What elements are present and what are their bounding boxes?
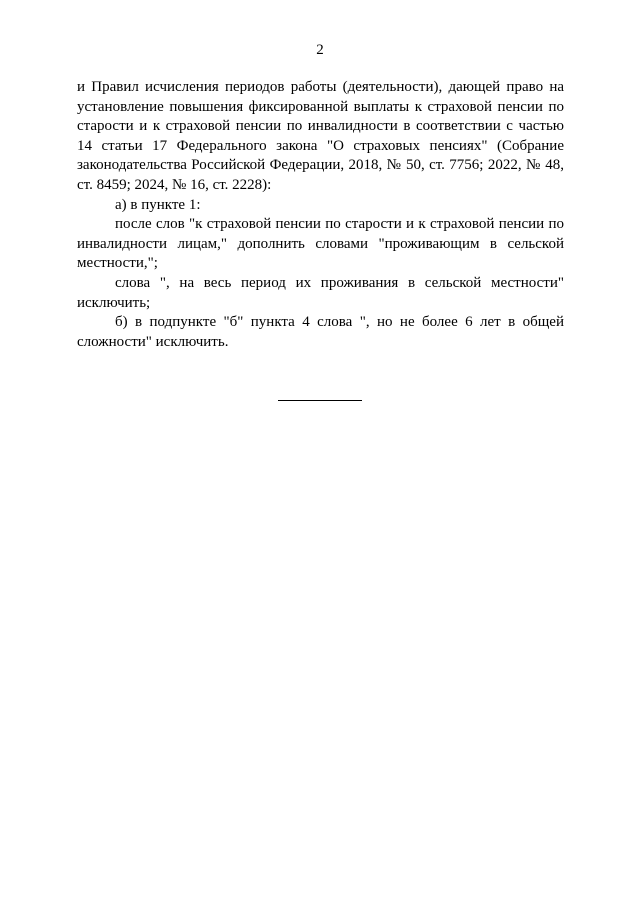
document-body [77,78,564,352]
end-divider-line [278,400,362,401]
paragraph-intro: и Правил исчисления периодов работы (деятельности), дающей право на установление повышения фиксированной выплаты к страховой пенсии по старости и к страховой пенсии по инвалидности в соответствии с частью 14 статьи 17 Федерального закона "О страховых пенсиях" (Собрание законодательства Российской Федерации, 2018, № 50, ст. 7756; 2022, № 48, ст. 8459; 2024, № 16, ст. 2228): [77,79,564,193]
paragraph-item-b: б) в подпункте "б" пункта 4 слова ", но не более 6 лет в общей сложности" исключить. [77,314,564,350]
paragraph-item-a-amendment-2: слова ", на весь период их проживания в сельской местности" исключить; [77,274,564,311]
page-number: 2 [316,42,324,58]
paragraph-item-a-amendment-1: после слов "к страховой пенсии по старости и к страховой пенсии по инвалидности лицам," дополнить словами "проживающим в сельской местности,"; [77,216,564,272]
paragraph-item-a: а) в пункте 1: [115,196,201,213]
